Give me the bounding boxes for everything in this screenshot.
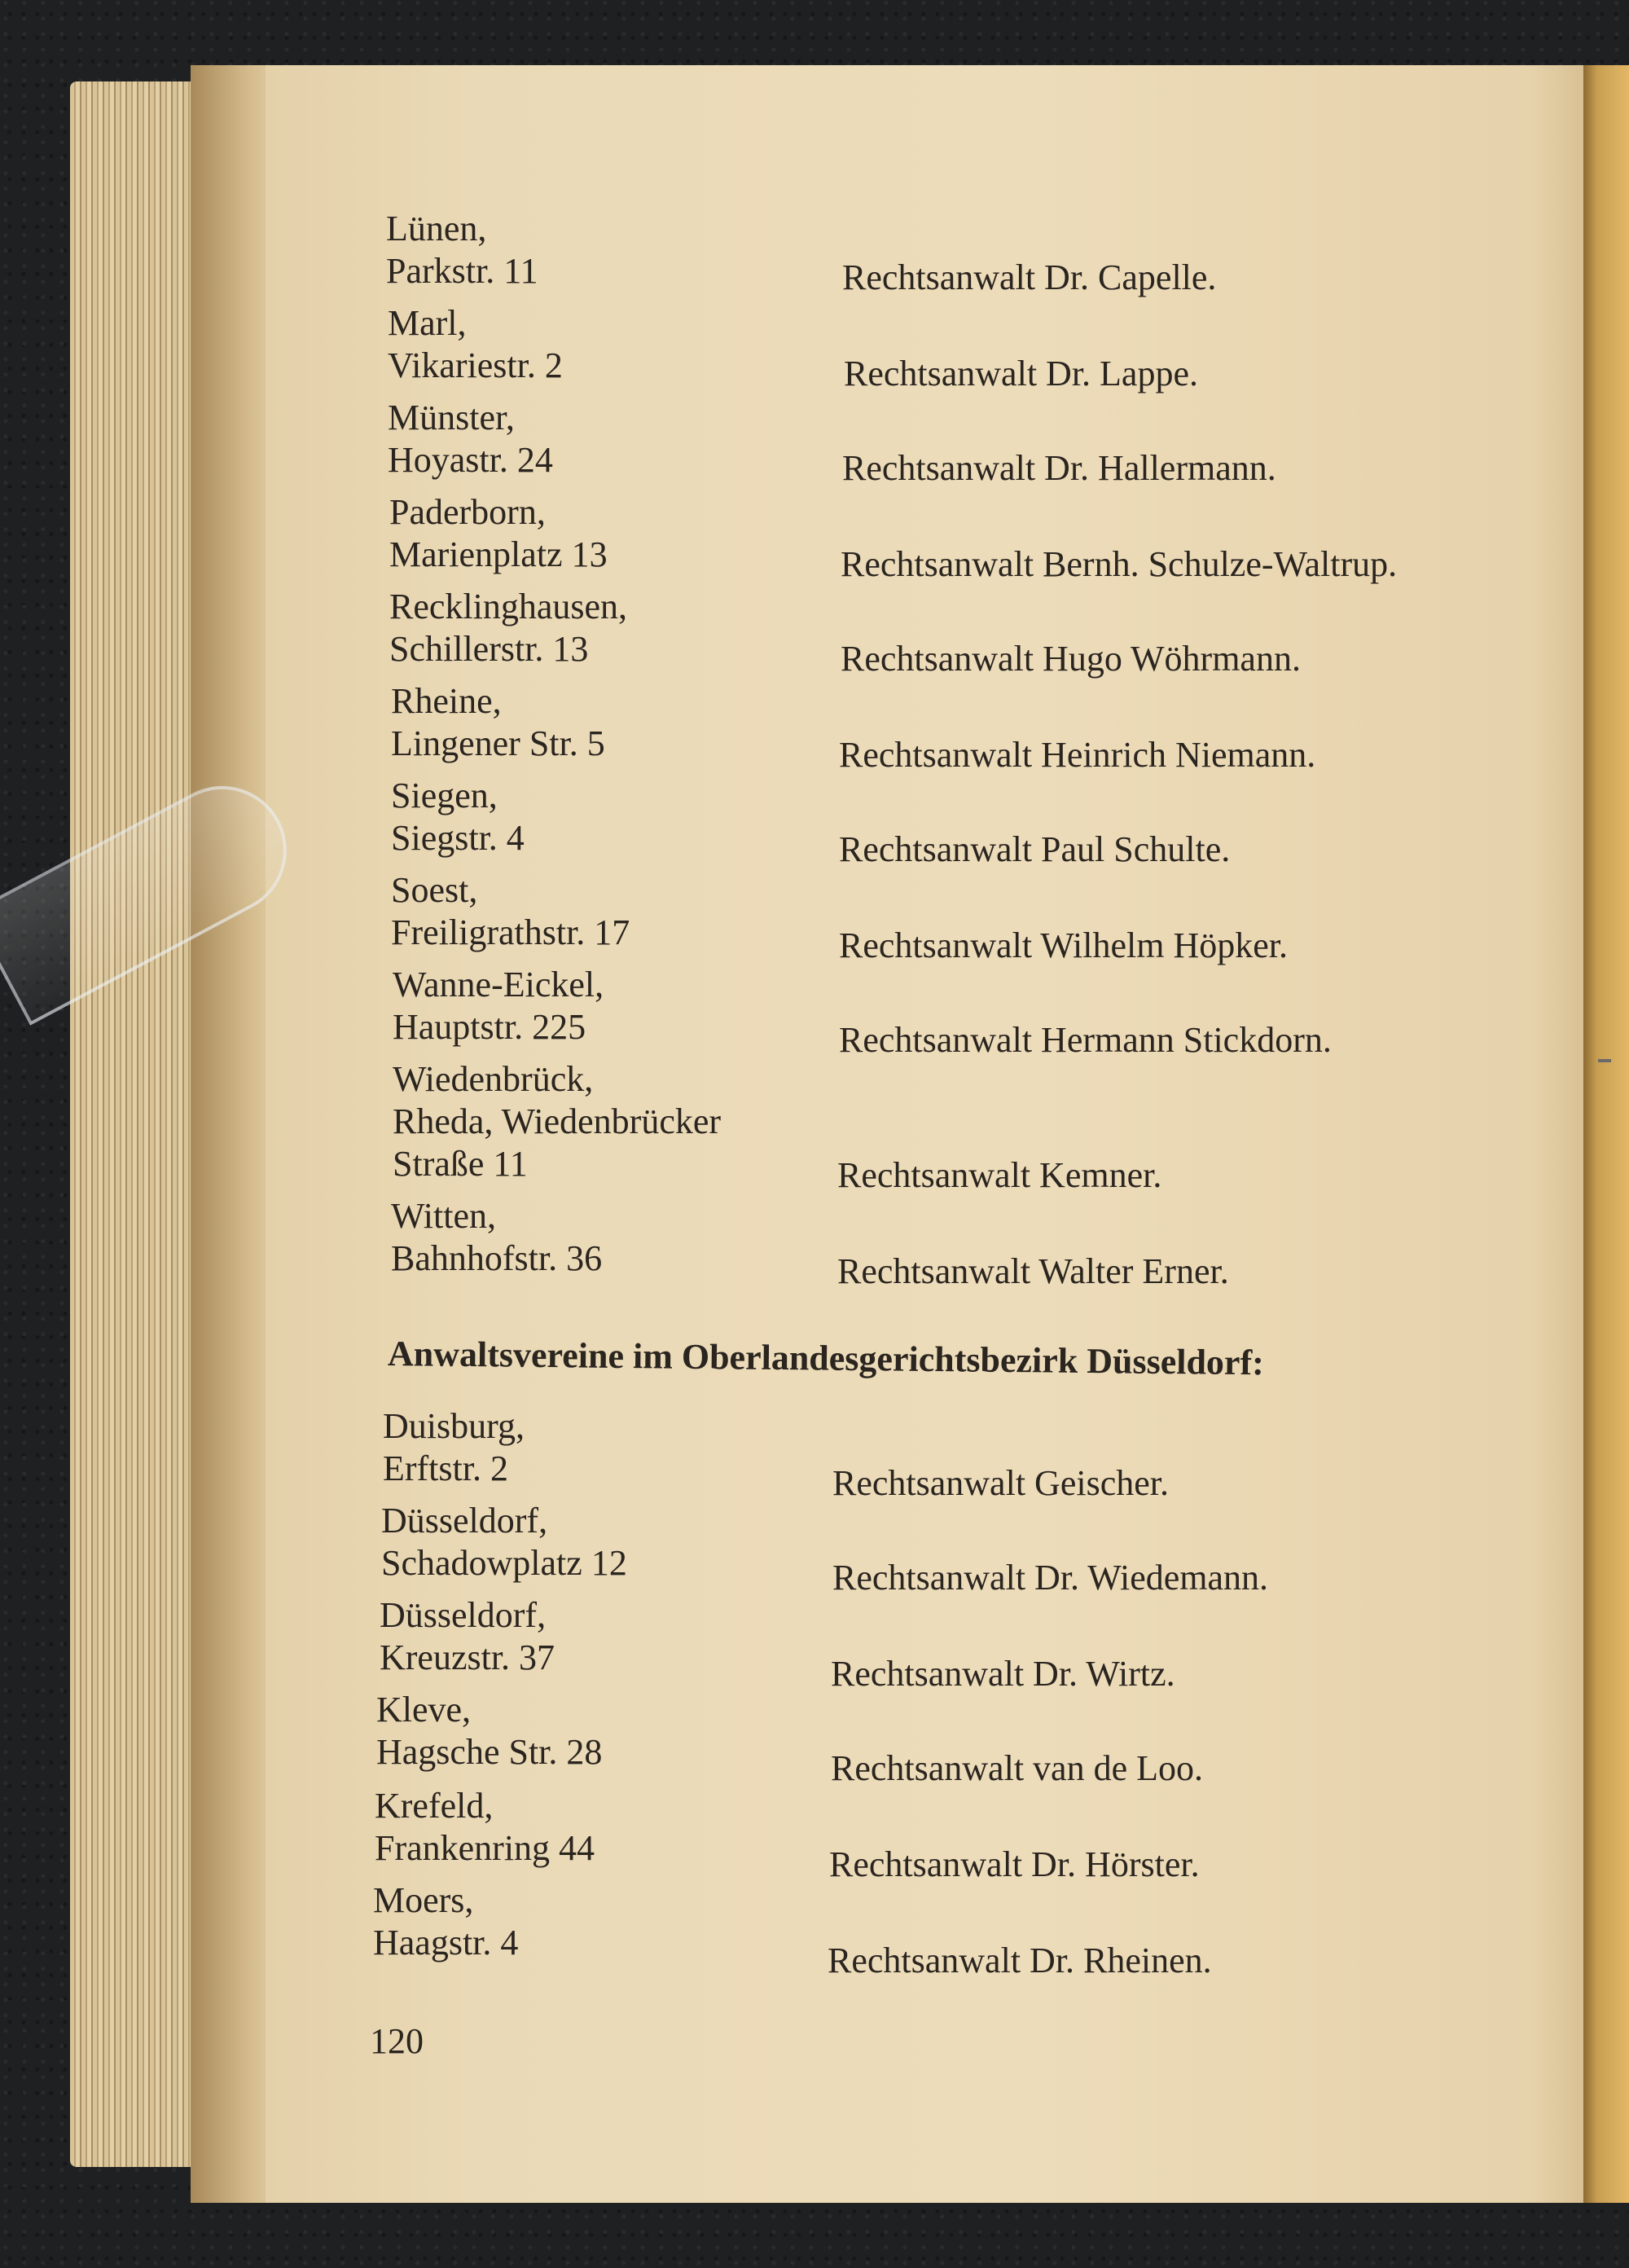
entry-street: Erftstr. 2	[383, 1448, 508, 1488]
entry-city: Soest,	[391, 870, 478, 910]
entry-street: Hauptstr. 225	[393, 1007, 586, 1047]
entry-street: Freiligrathstr. 17	[391, 912, 630, 952]
entry-attorney: Rechtsanwalt Hermann Stickdorn.	[839, 1020, 1332, 1060]
entry-attorney: Rechtsanwalt Kemner.	[837, 1155, 1162, 1195]
entry-street: Marienplatz 13	[389, 534, 608, 574]
entry-attorney: Rechtsanwalt Bernh. Schulze-Waltrup.	[841, 544, 1398, 584]
entry-city: Münster,	[388, 398, 515, 437]
entry-street: Schadowplatz 12	[381, 1543, 627, 1583]
margin-mark	[1598, 1059, 1611, 1062]
entry-attorney: Rechtsanwalt Dr. Lappe.	[844, 354, 1198, 393]
entry-city: Krefeld,	[375, 1786, 494, 1826]
entry-street: Rheda, Wiedenbrücker	[393, 1101, 722, 1141]
entry-city: Düsseldorf,	[381, 1501, 548, 1541]
entry-street: Siegstr. 4	[391, 818, 525, 858]
entry-street: Hoyastr. 24	[388, 440, 553, 480]
entry-city: Recklinghausen,	[389, 587, 628, 626]
section-heading-duesseldorf: Anwaltsvereine im Oberlandesgerichtsbezirk Düsseldorf:	[387, 1334, 1265, 1383]
entry-attorney: Rechtsanwalt Dr. Rheinen.	[828, 1941, 1212, 1980]
entry-attorney: Rechtsanwalt Walter Erner.	[837, 1251, 1229, 1291]
entry-attorney: Rechtsanwalt Dr. Hörster.	[829, 1844, 1200, 1884]
entry-city: Moers,	[373, 1880, 474, 1920]
entry-attorney: Rechtsanwalt Heinrich Niemann.	[839, 735, 1316, 775]
page-edges-stack	[70, 81, 200, 2167]
entry-city: Siegen,	[391, 776, 498, 815]
entry-street: Schillerstr. 13	[389, 629, 589, 669]
entry-street: Bahnhofstr. 36	[391, 1238, 603, 1278]
page-number: 120	[370, 2021, 424, 2061]
entry-attorney: Rechtsanwalt Dr. Hallermann.	[842, 448, 1276, 488]
entry-street: Lingener Str. 5	[391, 723, 605, 763]
entry-city: Witten,	[391, 1196, 496, 1236]
entry-city: Lünen,	[386, 209, 487, 248]
entry-city: Wanne-Eickel,	[393, 965, 604, 1004]
entry-attorney: Rechtsanwalt Dr. Capelle.	[842, 257, 1217, 297]
entry-street: Haagstr. 4	[373, 1923, 519, 1963]
entry-city: Paderborn,	[389, 492, 546, 532]
entry-attorney: Rechtsanwalt van de Loo.	[831, 1748, 1203, 1788]
entry-street: Vikariestr. 2	[388, 345, 563, 385]
entry-street: Parkstr. 11	[386, 251, 538, 291]
entry-street: Kreuzstr. 37	[380, 1637, 555, 1677]
entry-city: Duisburg,	[383, 1406, 525, 1446]
entry-street: Hagsche Str. 28	[376, 1732, 603, 1772]
entry-city: Düsseldorf,	[380, 1595, 547, 1635]
entry-city: Kleve,	[376, 1690, 472, 1730]
facing-page-edge	[1583, 65, 1629, 2203]
entry-city: Wiedenbrück,	[393, 1059, 594, 1099]
entry-city: Marl,	[388, 303, 467, 343]
entry-attorney: Rechtsanwalt Hugo Wöhrmann.	[841, 639, 1301, 679]
entry-attorney: Rechtsanwalt Paul Schulte.	[839, 829, 1231, 869]
entry-attorney: Rechtsanwalt Dr. Wirtz.	[831, 1654, 1175, 1694]
entry-attorney: Rechtsanwalt Geischer.	[832, 1463, 1169, 1503]
entry-street-cont: Straße 11	[393, 1144, 528, 1184]
entry-attorney: Rechtsanwalt Dr. Wiedemann.	[832, 1558, 1269, 1598]
entry-street: Frankenring 44	[375, 1828, 595, 1868]
entry-city: Rheine,	[391, 681, 502, 721]
entry-attorney: Rechtsanwalt Wilhelm Höpker.	[839, 925, 1288, 965]
